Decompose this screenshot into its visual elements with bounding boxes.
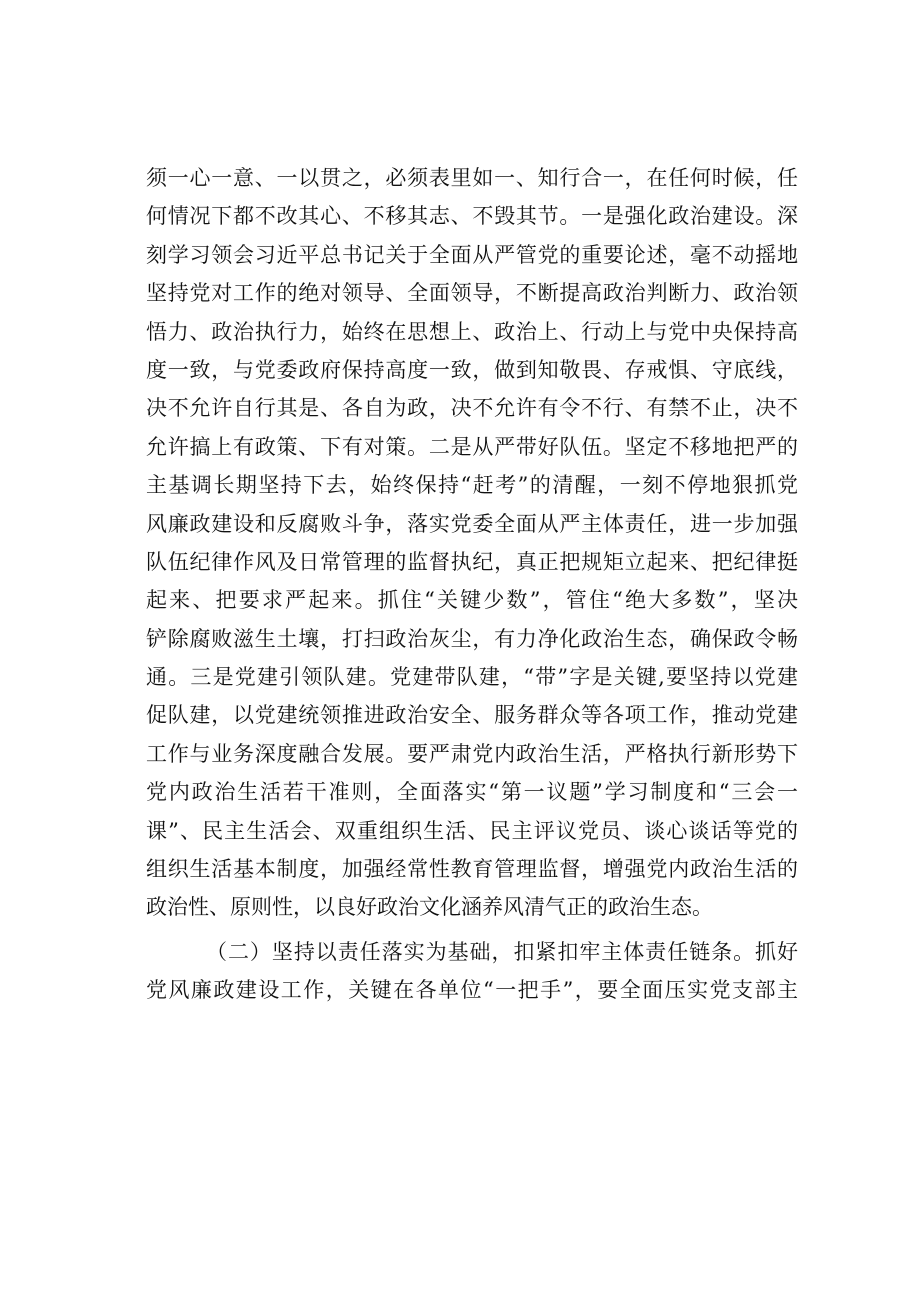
document-body xyxy=(146,159,798,1010)
text-line: 通。三是党建引领队建。党建带队建，“带”字是关键,要坚持以党建 xyxy=(146,665,798,690)
text-line: 度一致，与党委政府保持高度一致，做到知敬畏、存戒惧、守底线， xyxy=(146,357,798,382)
text-line: 刻学习领会习近平总书记关于全面从严管党的重要论述，毫不动摇地 xyxy=(146,242,798,267)
text-line: 工作与业务深度融合发展。要严肃党内政治生活，严格执行新形势下 xyxy=(146,741,798,766)
text-line: 悟力、政治执行力，始终在思想上、政治上、行动上与党中央保持高 xyxy=(146,319,798,344)
text-line: 课”、民主生活会、双重组织生活、民主评议党员、谈心谈话等党的 xyxy=(146,818,798,843)
text-line: 党内政治生活若干准则，全面落实“第一议题”学习制度和“三会一 xyxy=(146,780,798,805)
section-heading-line: （二）坚持以责任落实为基础，扣紧扣牢主体责任链条。抓好 xyxy=(206,939,798,964)
text-line: 党风廉政建设工作，关键在各单位“一把手”，要全面压实党支部主 xyxy=(146,978,798,1003)
text-line: 政治性、原则性，以良好政治文化涵养风清气正的政治生态。 xyxy=(146,895,713,920)
text-line: 风廉政建设和反腐败斗争，落实党委全面从严主体责任，进一步加强 xyxy=(146,511,798,536)
text-line: 铲除腐败滋生土壤，打扫政治灰尘，有力净化政治生态，确保政令畅 xyxy=(146,626,798,651)
text-line: 起来、把要求严起来。抓住“关键少数”，管住“绝大多数”，坚决 xyxy=(146,588,798,613)
text-line: 组织生活基本制度，加强经常性教育管理监督，增强党内政治生活的 xyxy=(146,857,798,882)
text-line: 何情况下都不改其心、不移其志、不毁其节。一是强化政治建设。深 xyxy=(146,204,798,229)
text-line: 决不允许自行其是、各自为政，决不允许有令不行、有禁不止，决不 xyxy=(146,396,798,421)
text-line: 促队建，以党建统领推进政治安全、服务群众等各项工作，推动党建 xyxy=(146,703,798,728)
text-line: 须一心一意、一以贯之，必须表里如一、知行合一，在任何时候，任 xyxy=(146,166,798,190)
text-line: 队伍纪律作风及日常管理的监督执纪，真正把规矩立起来、把纪律挺 xyxy=(146,549,798,574)
text-line: 坚持党对工作的绝对领导、全面领导，不断提高政治判断力、政治领 xyxy=(146,281,798,306)
text-line: 允许搞上有政策、下有对策。二是从严带好队伍。坚定不移地把严的 xyxy=(146,434,798,459)
text-line: 主基调长期坚持下去，始终保持“赶考”的清醒，一刻不停地狠抓党 xyxy=(146,473,798,498)
